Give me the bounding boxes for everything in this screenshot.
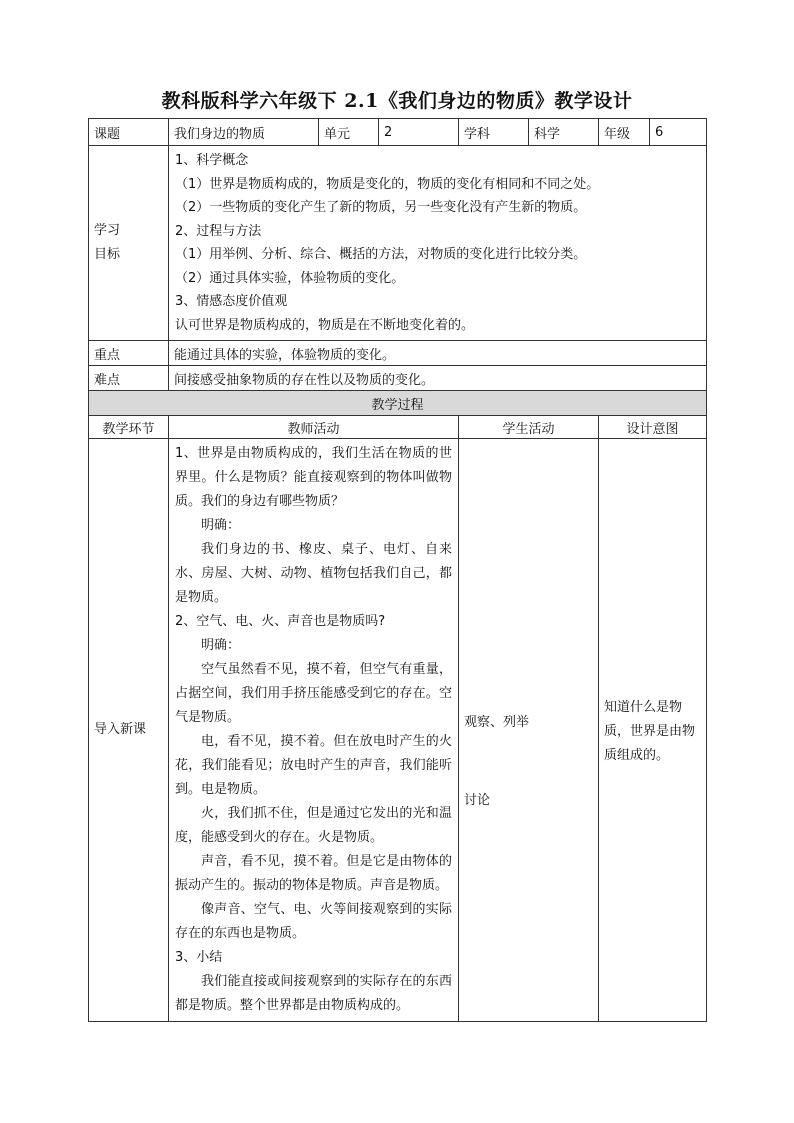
subject-label: 学科 [459, 119, 529, 146]
objective-line: 1、科学概念 [175, 153, 249, 168]
header-stage: 教学环节 [89, 416, 169, 439]
teacher-paragraph: 1、世界是由物质构成的，我们生活在物质的世界里。什么是物质？能直接观察到的物体叫做物质。我们的身边有哪些物质？ [175, 446, 452, 509]
header-design: 设计意图 [599, 416, 707, 439]
key-point-row [89, 341, 707, 366]
difficulty-row [89, 366, 707, 391]
teacher-paragraph: 2、空气、电、火、声音也是物质吗? [175, 614, 386, 629]
teacher-paragraph: 明确： [201, 518, 241, 533]
process-band: 教学过程 [89, 391, 707, 416]
unit-value: 2 [379, 119, 459, 146]
objectives-label-line-2: 目标 [94, 247, 121, 262]
objective-line: （2）一些物质的变化产生了新的物质，另一些变化没有产生新的物质。 [175, 200, 587, 215]
objective-line: （1）用举例、分析、综合、概括的方法，对物质的变化进行比较分类。 [175, 247, 587, 262]
objectives-row [89, 146, 707, 341]
header-teacher: 教师活动 [169, 416, 459, 439]
objective-line: （2）通过具体实验，体验物质的变化。 [175, 270, 405, 286]
teacher-paragraph: 空气虽然看不见，摸不着，但空气有重量，占据空间，我们用手挤压能感受到它的存在。空气是物质。 [175, 662, 452, 725]
course-label: 课题 [89, 119, 169, 146]
objective-line: 2、过程与方法 [175, 223, 262, 239]
teacher-paragraph: 声音，看不见，摸不着。但是它是由物体的振动产生的。振动的物体是物质。声音是物质。 [175, 854, 452, 893]
lesson-plan-table [88, 118, 707, 1022]
subject-value: 科学 [529, 119, 599, 146]
grade-label: 年级 [599, 119, 650, 146]
key-point-label: 重点 [89, 341, 169, 366]
teacher-activity [169, 439, 459, 1022]
key-point-value: 能通过具体的实验，体验物质的变化。 [169, 341, 707, 366]
student-activity-item: 讨论 [464, 793, 491, 808]
process-body-row [89, 439, 707, 1022]
course-value: 我们身边的物质 [169, 119, 319, 146]
unit-label: 单元 [319, 119, 379, 146]
design-intent: 知道什么是物质，世界是由物质组成的。 [599, 439, 707, 1022]
teacher-paragraph: 火，我们抓不住，但是通过它发出的光和温度，能感受到火的存在。火是物质。 [175, 806, 452, 845]
objectives-label-line-1: 学习 [94, 223, 121, 238]
teacher-paragraph: 我们能直接或间接观察到的实际存在的东西都是物质。整个世界都是由物质构成的。 [175, 974, 452, 1013]
student-activity-item: 观察、列举 [464, 715, 530, 730]
document-title: 教科版科学六年级下 2.1《我们身边的物质》教学设计 [161, 90, 633, 112]
objective-line: 3、情感态度价值观 [175, 294, 288, 309]
meta-row [89, 119, 707, 146]
objective-line: （1）世界是物质构成的，物质是变化的，物质的变化有相同和不同之处。 [175, 176, 600, 192]
difficulty-label: 难点 [89, 366, 169, 391]
difficulty-value: 间接感受抽象物质的存在性以及物质的变化。 [169, 366, 707, 391]
teacher-paragraph: 像声音、空气、电、火等间接观察到的实际存在的东西也是物质。 [175, 902, 452, 941]
teacher-paragraph: 3、小结 [175, 950, 223, 965]
grade-value: 6 [650, 119, 707, 146]
teacher-paragraph: 我们身边的书、橡皮、桌子、电灯、自来水、房屋、大树、动物、植物包括我们自己，都是物质。 [175, 542, 452, 605]
objective-line: 认可世界是物质构成的，物质是在不断地变化着的。 [175, 317, 475, 333]
objectives-content [169, 146, 707, 341]
header-student: 学生活动 [459, 416, 599, 439]
teacher-paragraph: 电，看不见，摸不着。但在放电时产生的火花，我们能看见；放电时产生的声音，我们能听到。电是物质。 [175, 734, 452, 797]
student-activity [459, 439, 599, 1022]
stage-cell: 导入新课 [89, 439, 169, 1022]
teacher-paragraph: 明确： [201, 638, 241, 653]
process-header-row [89, 416, 707, 439]
process-band-row [89, 391, 707, 416]
objectives-label [89, 146, 169, 341]
